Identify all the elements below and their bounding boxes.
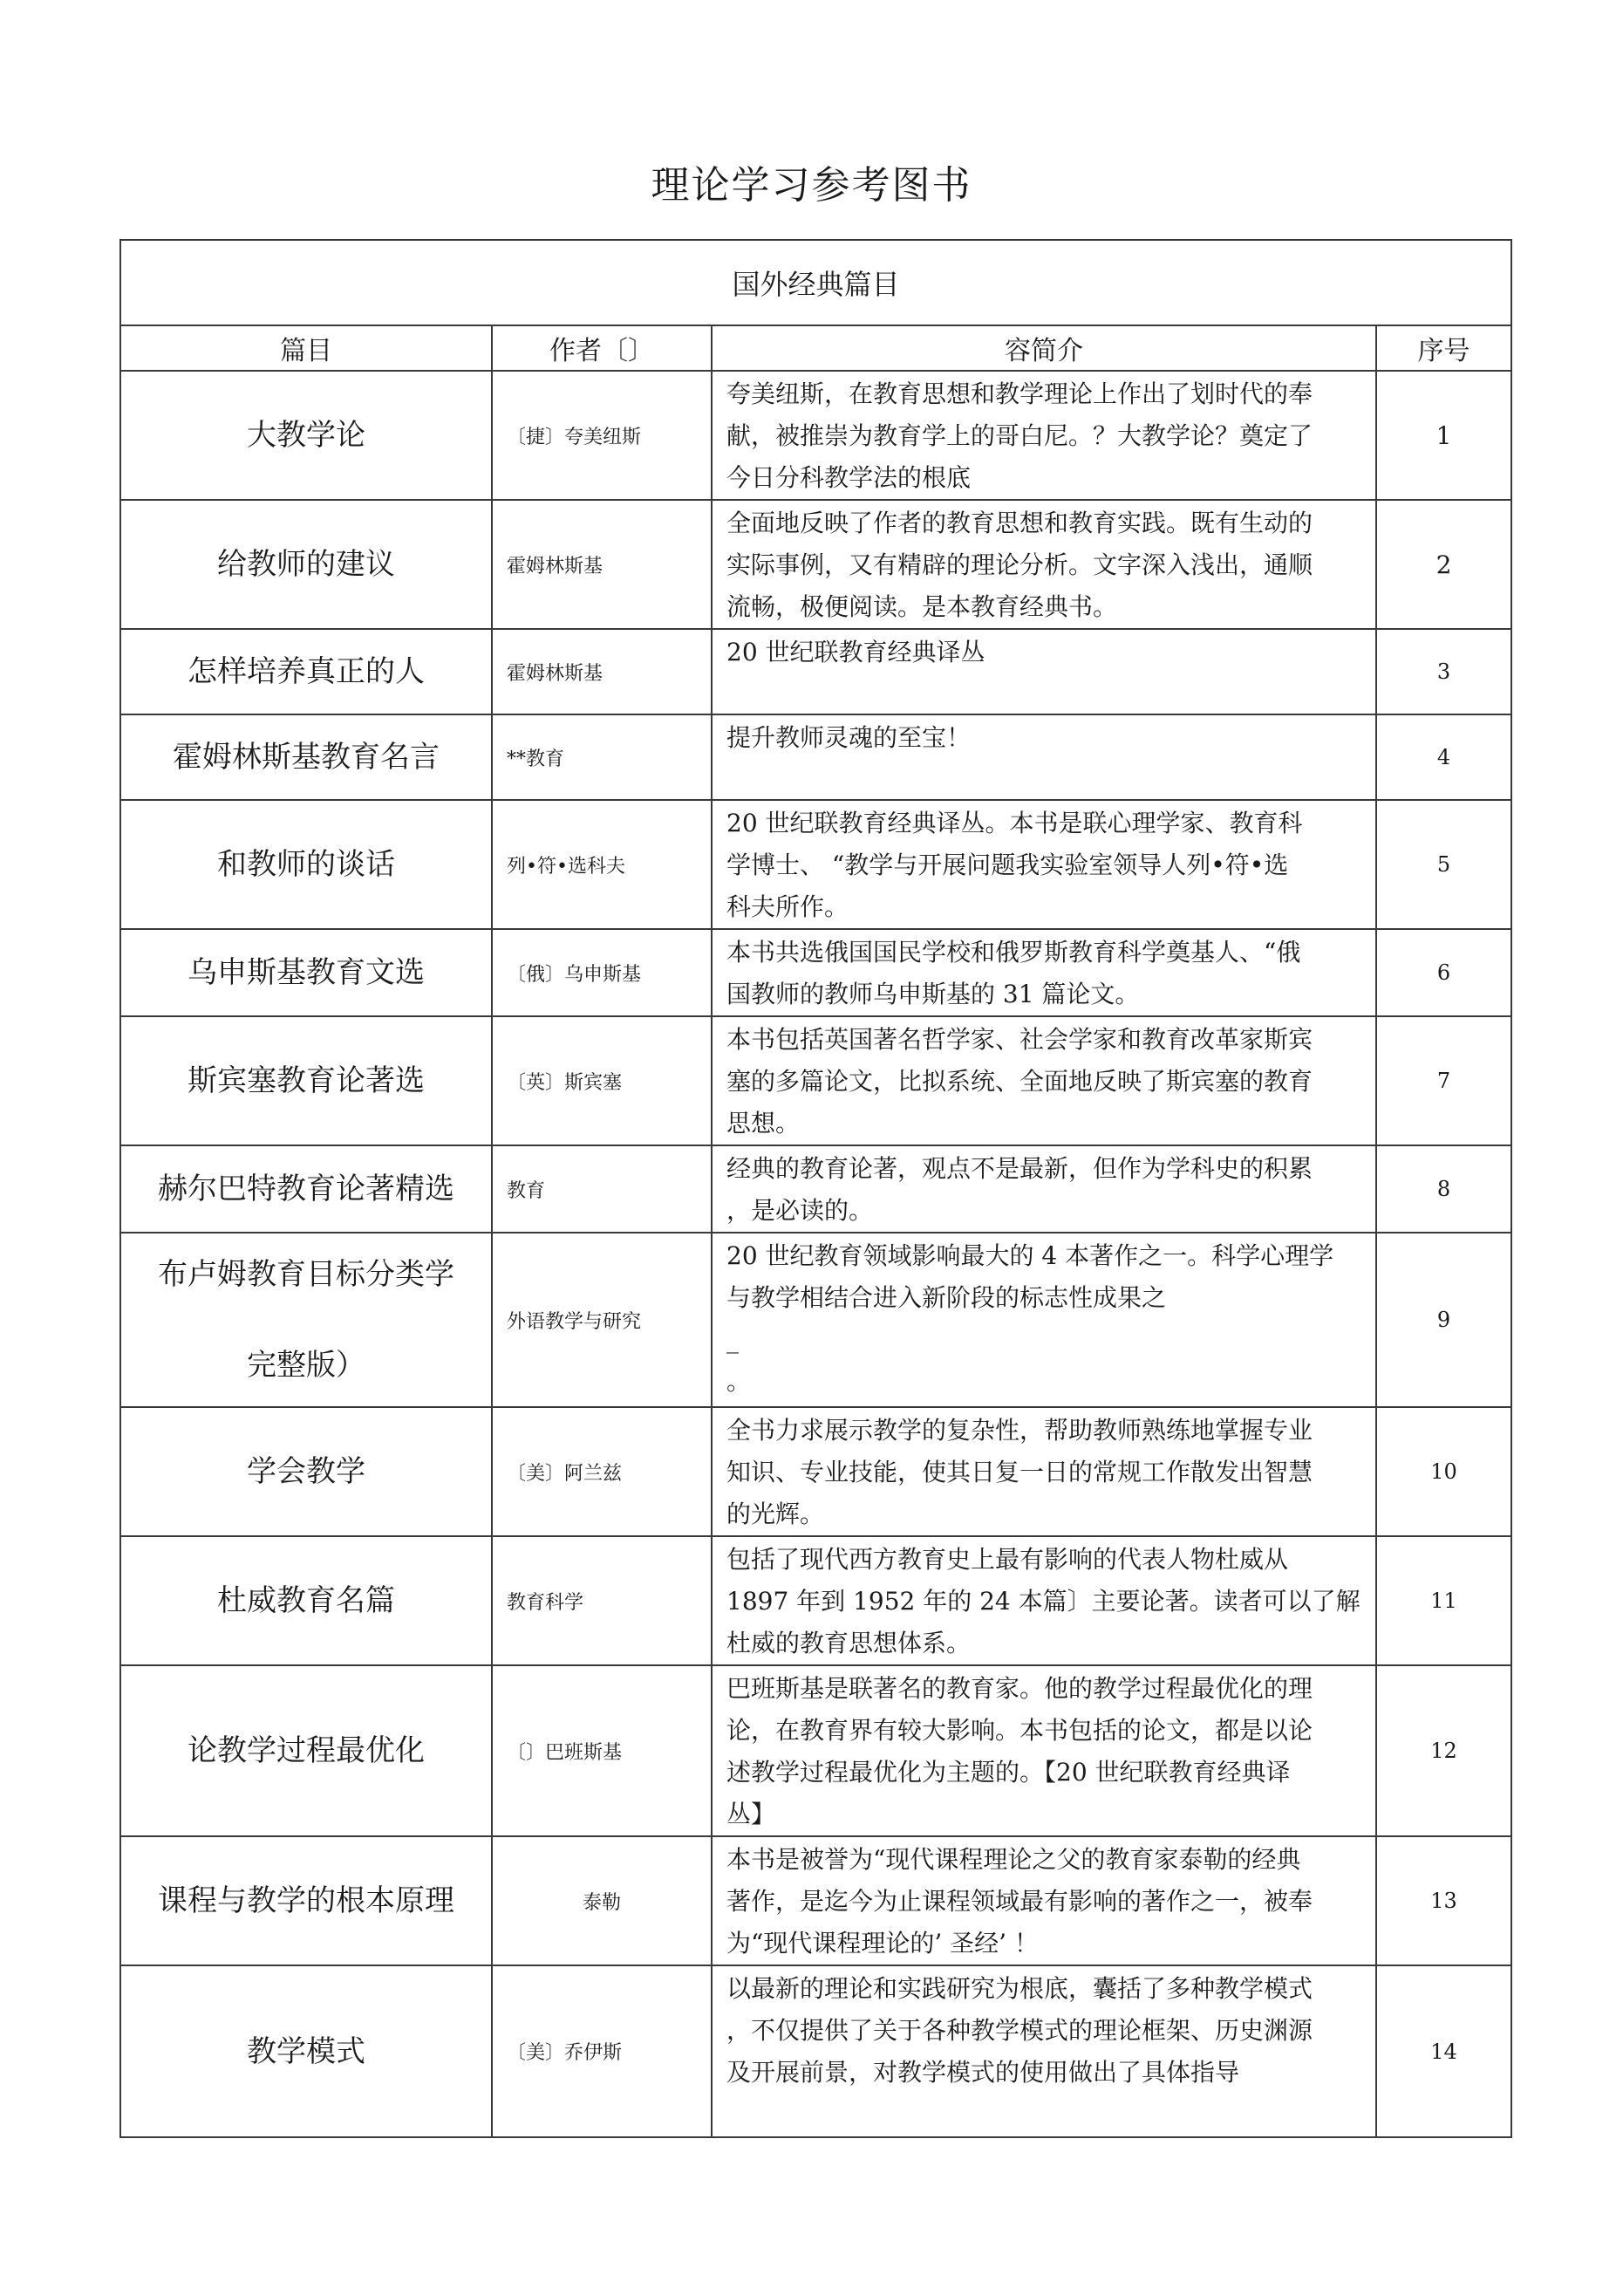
document-title: 理论学习参考图书: [651, 163, 972, 208]
book-title: 乌申斯基教育文选: [120, 929, 492, 1016]
book-author: 〔美〕乔伊斯: [492, 1965, 712, 2137]
book-number: 2: [1376, 500, 1511, 629]
book-row: [120, 1233, 1511, 1407]
book-number: 12: [1376, 1665, 1511, 1836]
book-author: 〔俄〕乌申斯基: [492, 929, 712, 1016]
book-row: [120, 1536, 1511, 1665]
book-description: 20 世纪教育领域影响最大的 4 本著作之一。科学心理学 与教学相结合进入新阶段的标志性成果之 _ 。: [712, 1233, 1376, 1407]
book-title: 论教学过程最优化: [120, 1665, 492, 1836]
column-header-number: 序号: [1376, 325, 1511, 371]
book-description: 本书是被誉为“现代课程理论之父的教育家泰勒的经典 著作，是迄今为止课程领域最有影响的著作之一，被奉 为“现代课程理论的’ 圣经’ ！: [712, 1836, 1376, 1965]
book-number: 14: [1376, 1965, 1511, 2137]
section-title: 国外经典篇目: [120, 240, 1511, 325]
book-author: 〔捷〕夸美纽斯: [492, 371, 712, 500]
book-number: 13: [1376, 1836, 1511, 1965]
book-title: 大教学论: [120, 371, 492, 500]
book-description: 20 世纪联教育经典译丛: [712, 629, 1376, 714]
book-description: 20 世纪联教育经典译丛。本书是联心理学家、教育科 学博士、 “教学与开展问题我实验室领导人列•符•选 科夫所作。: [712, 800, 1376, 929]
book-author: 列•符•选科夫: [492, 800, 712, 929]
book-number: 6: [1376, 929, 1511, 1016]
book-row: [120, 929, 1511, 1016]
book-number: 5: [1376, 800, 1511, 929]
book-title: 给教师的建议: [120, 500, 492, 629]
book-description: 全面地反映了作者的教育思想和教育实践。既有生动的 实际事例，又有精辟的理论分析。文字深入浅出，通顺 流畅，极便阅读。是本教育经典书。: [712, 500, 1376, 629]
book-row: [120, 1407, 1511, 1536]
column-header-author: 作者〔〕: [492, 325, 712, 371]
book-row: [120, 629, 1511, 714]
book-author: 外语教学与研究: [492, 1233, 712, 1407]
book-description: 全书力求展示教学的复杂性，帮助教师熟练地掌握专业 知识、专业技能，使其日复一日的常规工作散发出智慧 的光辉。: [712, 1407, 1376, 1536]
reference-book-table: [119, 239, 1512, 2138]
book-row: [120, 371, 1511, 500]
book-number: 7: [1376, 1016, 1511, 1145]
section-header-row: [120, 240, 1511, 325]
book-author: 霍姆林斯基: [492, 500, 712, 629]
column-header-description: 容简介: [712, 325, 1376, 371]
book-author: 教育科学: [492, 1536, 712, 1665]
book-description: 夸美纽斯，在教育思想和教学理论上作出了划时代的奉 献，被推崇为教育学上的哥白尼。？大教学论？奠定了 今日分科教学法的根底: [712, 371, 1376, 500]
book-title: 课程与教学的根本原理: [120, 1836, 492, 1965]
book-row: [120, 714, 1511, 800]
column-header-row: [120, 325, 1511, 371]
book-author: 〔英〕斯宾塞: [492, 1016, 712, 1145]
book-row: [120, 500, 1511, 629]
book-title: 斯宾塞教育论著选: [120, 1016, 492, 1145]
book-description: 本书共选俄国国民学校和俄罗斯教育科学奠基人、“俄 国教师的教师乌申斯基的 31 篇论文。: [712, 929, 1376, 1016]
book-author: 教育: [492, 1145, 712, 1233]
column-header-title: 篇目: [120, 325, 492, 371]
book-title: 学会教学: [120, 1407, 492, 1536]
book-title: 杜威教育名篇: [120, 1536, 492, 1665]
book-description: 包括了现代西方教育史上最有影响的代表人物杜威从 1897 年到 1952 年的 24 本篇〕主要论著。读者可以了解 杜威的教育思想体系。: [712, 1536, 1376, 1665]
book-title: 霍姆林斯基教育名言: [120, 714, 492, 800]
book-number: 11: [1376, 1536, 1511, 1665]
book-number: 1: [1376, 371, 1511, 500]
book-title: 怎样培养真正的人: [120, 629, 492, 714]
book-description: 经典的教育论著，观点不是最新，但作为学科史的积累 ，是必读的。: [712, 1145, 1376, 1233]
book-row: [120, 1965, 1511, 2137]
book-number: 10: [1376, 1407, 1511, 1536]
book-rows: [120, 371, 1511, 2137]
book-author: 泰勒: [492, 1836, 712, 1965]
book-author: 霍姆林斯基: [492, 629, 712, 714]
book-description: 以最新的理论和实践研究为根底，囊括了多种教学模式 ，不仅提供了关于各种教学模式的理论框架、历史渊源 及开展前景，对教学模式的使用做出了具体指导: [712, 1965, 1376, 2137]
book-row: [120, 1665, 1511, 1836]
book-description: 提升教师灵魂的至宝！: [712, 714, 1376, 800]
book-number: 3: [1376, 629, 1511, 714]
book-row: [120, 1836, 1511, 1965]
book-number: 4: [1376, 714, 1511, 800]
book-title: 赫尔巴特教育论著精选: [120, 1145, 492, 1233]
book-author: 〔美〕阿兰兹: [492, 1407, 712, 1536]
book-author: 〔〕巴班斯基: [492, 1665, 712, 1836]
book-row: [120, 800, 1511, 929]
book-number: 8: [1376, 1145, 1511, 1233]
book-author: **教育: [492, 714, 712, 800]
book-title: 教学模式: [120, 1965, 492, 2137]
book-description: 巴班斯基是联著名的教育家。他的教学过程最优化的理 论，在教育界有较大影响。本书包括的论文，都是以论 述教学过程最优化为主题的。【20 世纪联教育经典译 丛】: [712, 1665, 1376, 1836]
book-title: 布卢姆教育目标分类学 完整版）: [120, 1233, 492, 1407]
book-row: [120, 1016, 1511, 1145]
book-row: [120, 1145, 1511, 1233]
book-number: 9: [1376, 1233, 1511, 1407]
book-description: 本书包括英国著名哲学家、社会学家和教育改革家斯宾 塞的多篇论文，比拟系统、全面地反映了斯宾塞的教育 思想。: [712, 1016, 1376, 1145]
book-title: 和教师的谈话: [120, 800, 492, 929]
